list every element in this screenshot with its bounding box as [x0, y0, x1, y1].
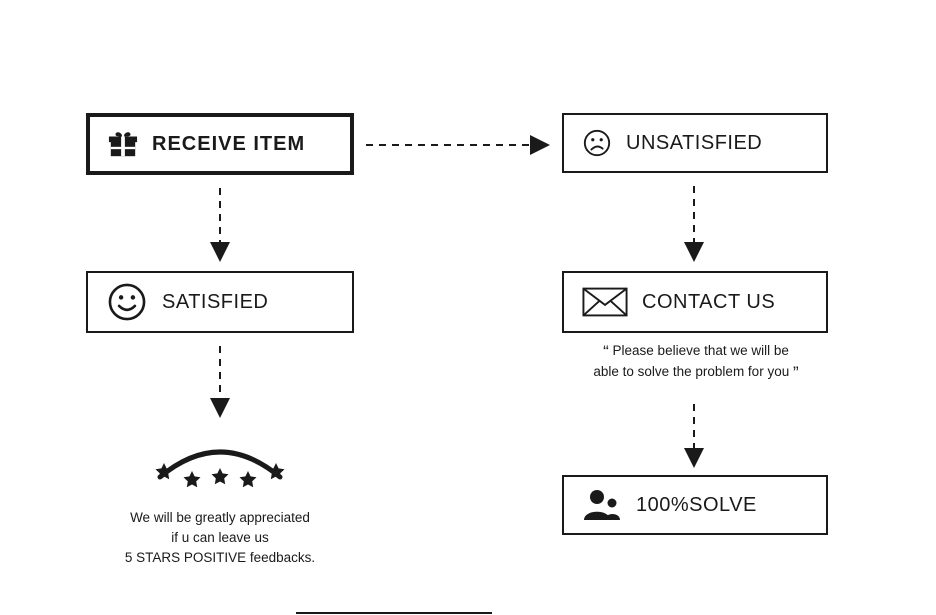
node-satisfied[interactable]: [86, 271, 354, 333]
rating-caption-line-2: if u can leave us: [171, 530, 269, 545]
sad-face-icon: [582, 128, 612, 158]
node-contact-us[interactable]: [562, 271, 828, 333]
quote-open-mark: “: [603, 342, 609, 361]
node-label: RECEIVE ITEM: [152, 132, 306, 155]
rating-block: [86, 425, 354, 568]
quote-line-2: able to solve the problem for you: [593, 364, 790, 379]
node-100-percent-solve[interactable]: [562, 475, 828, 535]
node-label: CONTACT US: [642, 290, 776, 313]
contact-us-quote: [560, 341, 832, 383]
smiley-face-icon: [106, 281, 148, 323]
node-receive-item[interactable]: [86, 113, 354, 175]
support-person-icon: [582, 488, 622, 522]
rating-caption-line-1: We will be greatly appreciated: [130, 510, 310, 525]
rating-caption-line-3: 5 STARS POSITIVE feedbacks.: [124, 550, 316, 565]
rating-caption: [86, 508, 354, 568]
quote-line-1: Please believe that we will be: [612, 343, 789, 358]
node-label: SATISFIED: [162, 290, 269, 313]
quote-close-mark: ”: [792, 363, 799, 382]
five-stars-arc-icon: [150, 425, 290, 494]
node-label: 100%SOLVE: [636, 493, 757, 516]
gift-icon: [108, 129, 138, 159]
node-label: UNSATISFIED: [626, 131, 763, 154]
bottom-divider: [296, 612, 492, 614]
envelope-icon: [582, 285, 628, 319]
node-unsatisfied[interactable]: [562, 113, 828, 173]
